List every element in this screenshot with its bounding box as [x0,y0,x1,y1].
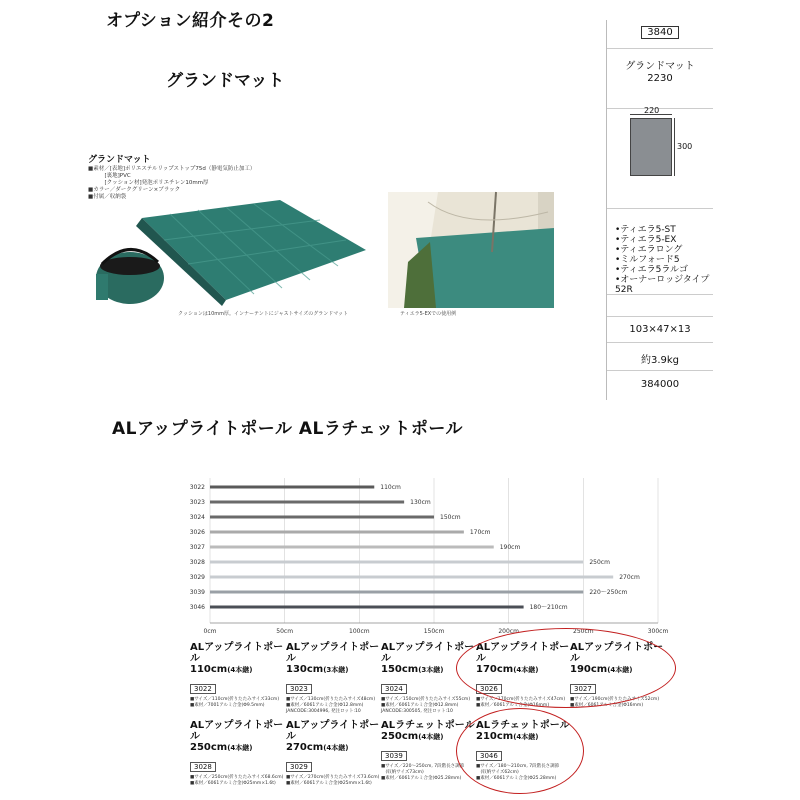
pole-spec-line: (収納サイズ62cm) [476,770,519,775]
pole-code: 3023 [286,684,312,694]
pole-joints: (4本継) [418,733,444,741]
x-tick-label: 250cm [573,628,594,635]
chart-grid [210,478,658,623]
x-tick-label: 200cm [498,628,519,635]
value-label: 170cm [469,529,491,536]
pole-size: 170cm [476,664,514,675]
spec-code-row [607,20,713,48]
pole-joints: (3本継) [418,666,444,674]
mat-diagram [630,118,672,176]
pole-spec-line: ■サイズ／170cm(折りたたみサイズ47cm) [476,697,566,702]
pole-spec-line: ■サイズ／250cm(折りたたみサイズ68.6cm) [190,775,284,780]
pole-spec-line: ■サイズ／270cm(折りたたみサイズ73.6cm) [286,775,380,780]
pole-bar [210,486,374,489]
spec-dimensions: 103×47×13 [629,324,691,335]
value-label: 180〜210cm [529,604,568,611]
pole-name: ALアップライトポール [570,642,664,664]
pole-joints: (4本継) [607,666,633,674]
category-label: 3046 [189,604,205,611]
pole-joints: (4本継) [323,744,349,752]
tent-usage-photo [388,192,554,308]
page-heading: オプション紹介その2 [106,11,275,31]
pole-spec-line: (収納サイズ73cm) [381,770,424,775]
pole-name: ALアップライトポール [190,720,284,742]
ground-mat-photo [84,196,380,312]
spec-code: 3840 [641,26,678,39]
pole-length-chart [180,478,669,635]
spec-name-row [607,48,713,108]
mat-length: 300 [677,142,693,151]
x-tick-label: 100cm [349,628,370,635]
pole-code: 3024 [381,684,407,694]
pole-joints: (4本継) [513,666,539,674]
compatible-tents-list [607,225,713,295]
pole-code: 3046 [476,751,502,761]
spec-price-row [607,370,713,400]
desc-line: ■カラー／ダークグリーン×ブラック [88,187,181,193]
pole-name: ALアップライトポール [286,720,380,742]
pole-size: 250cm [381,731,419,742]
spec-weight: 約3.9kg [640,355,680,366]
tent-item: •ティエラ5ラルゴ [615,265,689,275]
category-label: 3022 [189,484,205,491]
pole-joints: (4本継) [227,744,253,752]
pole-spec-line: JANCODE:300505, 発注ロット:10 [381,709,453,714]
value-label: 110cm [380,484,401,491]
pole-size: 150cm [381,664,419,675]
pole-code: 3026 [476,684,502,694]
pole-card [286,642,381,715]
spec-price: 384000 [640,379,680,390]
pole-spec-line: ■素材／6061アルミ合金(Φ12.8mm) [381,703,459,708]
x-tick-label: 50cm [276,628,294,635]
pole-joints: (4本継) [227,666,253,674]
pole-size: 110cm [190,664,228,675]
pole-bar [210,546,494,549]
spec-size-code: 2230 [647,73,673,84]
pole-name: ALアップライトポール [381,642,475,664]
pole-name: ALアップライトポール [190,642,284,664]
pole-size: 250cm [190,742,228,753]
pole-bar [210,561,583,564]
pole-name: ALアップライトポール [286,642,380,664]
category-label: 3039 [189,589,205,596]
pole-size: 210cm [476,731,514,742]
photo-caption-left: クッションは10mm厚。インナーテントにジャストサイズのグランドマット [178,311,349,317]
desc-line: ■素材／[表地]ポリエステルリップストップ75d（静電気防止加工） [88,166,256,172]
pole-spec-line: ■サイズ／110cm(折りたたみサイズ33cm) [190,697,280,702]
spec-dims-row [607,316,713,342]
desc-line: [クッション材]発泡ポリエチレン10mm厚 [88,180,209,186]
pole-name: ALラチェットポール [381,720,475,731]
tent-item: •ミルフォード5 [615,255,680,265]
value-label: 220〜250cm [589,589,628,596]
value-label: 270cm [619,574,640,581]
highlight-ellipse [456,708,584,794]
pole-bar [210,531,464,534]
value-label: 190cm [499,544,521,551]
pole-bar [210,591,583,594]
spec-weight-row [607,342,713,370]
ground-mat-heading: グランドマット [166,71,285,91]
x-tick-label: 150cm [423,628,445,635]
pole-spec-line: ■サイズ／130cm(折りたたみサイズ48cm) [286,697,376,702]
pole-card [190,720,285,787]
pole-code: 3029 [286,762,312,772]
desc-line: ■付属／収納袋 [88,194,127,200]
category-label: 3029 [189,574,205,581]
pole-size: 130cm [286,664,324,675]
spec-tents-row [607,208,713,294]
pole-spec-line: ■サイズ／190cm(折りたたみサイズ52cm) [570,697,660,702]
pole-name: ALアップライトポール [476,642,570,664]
pole-spec-line: ■素材／7001アルミ合金(Φ9.5mm) [190,703,265,708]
pole-spec-line: ■サイズ／150cm(折りたたみサイズ55cm) [381,697,471,702]
pole-spec-line: ■素材／6061アルミ合金(Φ25mm×1.6t) [286,781,372,786]
tent-item: •ティエラロング [615,245,683,255]
pole-spec-line: JANCODE:3004996, 発注ロット:10 [286,709,361,714]
pole-size: 190cm [570,664,608,675]
pole-bar [210,606,524,609]
category-label: 3023 [189,499,205,506]
pole-spec-line: ■素材／6061アルミ合金(Φ25mm×1.6t) [190,781,276,786]
pole-spec-line: ■素材／6061アルミ合金(Φ25.28mm) [476,776,557,781]
pole-bar [210,516,434,519]
tent-item: •オーナーロッジタイプ52R [615,275,710,295]
pole-spec-line: ■サイズ／180〜210cm, 7段階長さ調節 [476,764,560,769]
length-dim-line [674,118,675,176]
value-label: 250cm [589,559,610,566]
pole-size: 270cm [286,742,324,753]
x-tick-label: 300cm [647,628,669,635]
pole-spec-line: ■サイズ／220〜250cm, 7段階長さ調節 [381,764,465,769]
pole-joints: (3本継) [323,666,349,674]
pole-code: 3027 [570,684,596,694]
highlight-ellipse [456,628,676,708]
pole-code: 3028 [190,762,216,772]
value-label: 130cm [410,499,431,506]
category-label: 3024 [189,514,205,521]
pole-code: 3022 [190,684,216,694]
pole-code: 3039 [381,751,407,761]
pole-spec-line: ■素材／6061アルミ合金(Φ16mm) [476,703,550,708]
x-tick-label: 0cm [203,628,217,635]
desc-line: [裏地]PVC [88,173,131,179]
pole-joints: (4本継) [513,733,539,741]
pole-name: ALラチェットポール [476,720,570,731]
tent-item: •ティエラ5-ST [615,225,676,235]
product-title: グランドマット [88,155,151,165]
tent-item: •ティエラ5-EX [615,235,677,245]
pole-card [190,642,285,709]
pole-spec-line: ■素材／6061アルミ合金(Φ12.8mm) [286,703,364,708]
value-label: 150cm [440,514,461,521]
photo-caption-right: ティエラ5-EXでの使用例 [400,311,457,317]
category-label: 3026 [189,529,205,536]
category-label: 3027 [189,544,205,551]
category-label: 3028 [189,559,205,566]
chart-labels [190,484,669,635]
spec-table [606,20,712,400]
poles-heading: ALアップライトポール ALラチェットポール [112,419,464,439]
pole-spec-line: ■素材／6061アルミ合金(Φ16mm) [570,703,644,708]
mat-width: 220 [644,106,660,115]
pole-card [286,720,381,787]
spec-name: グランドマット [625,61,695,72]
pole-bar [210,576,613,579]
pole-spec-line: ■素材／6061アルミ合金(Φ25.28mm) [381,776,462,781]
pole-bar [210,501,404,504]
